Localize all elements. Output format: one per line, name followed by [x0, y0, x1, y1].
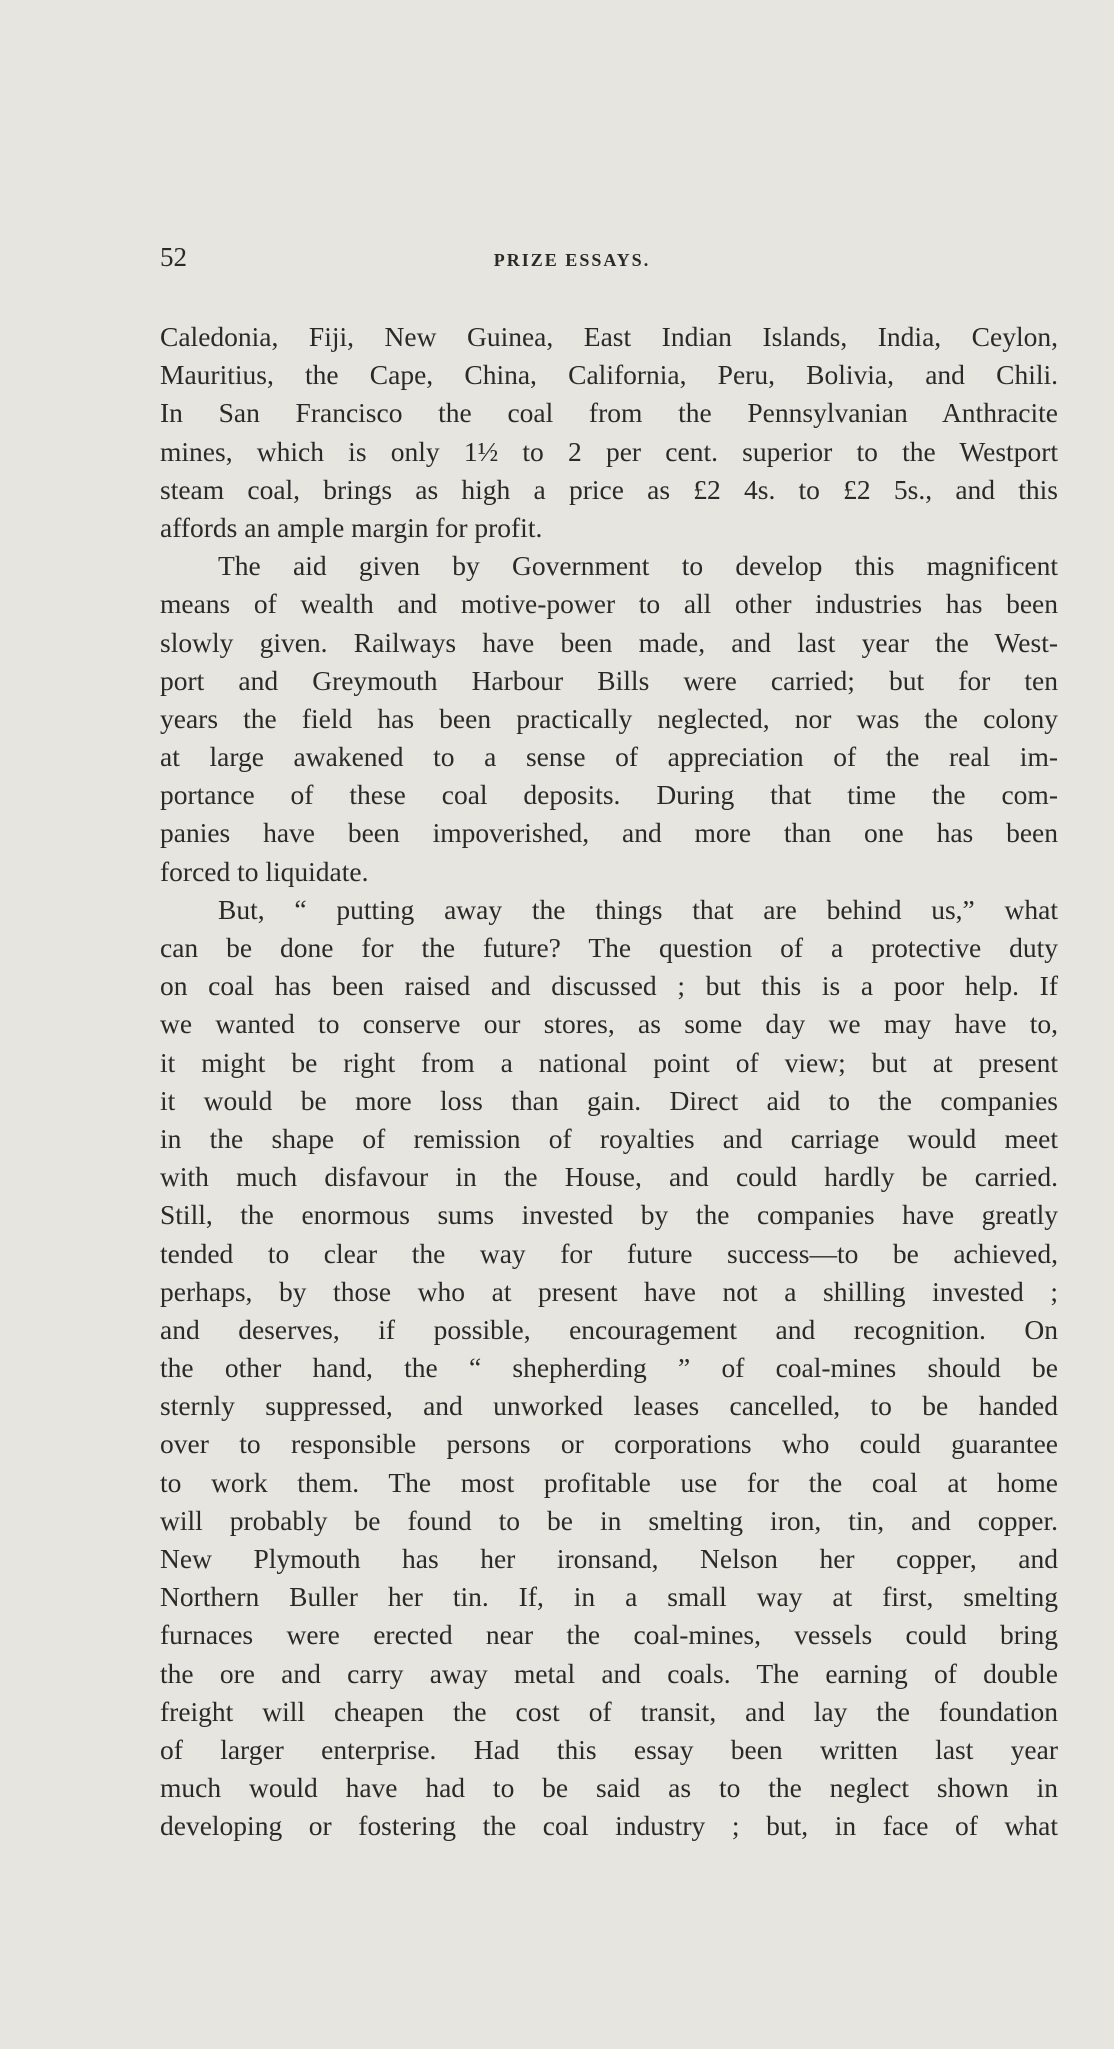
text-line: In San Francisco the coal from the Pennsylvanian Anthracite [160, 397, 1058, 429]
text-line: with much disfavour in the House, and could hardly be carried. [160, 1161, 1058, 1193]
text-line: tended to clear the way for future success—to be achieved, [160, 1237, 1058, 1269]
text-line: of larger enterprise. Had this essay been written last year [160, 1733, 1058, 1765]
text-line: the other hand, the “ shepherding ” of coal-mines should be [160, 1352, 1058, 1384]
text-line: the ore and carry away metal and coals. The earning of double [160, 1657, 1058, 1689]
text-line: mines, which is only 1½ to 2 per cent. superior to the Westport [160, 435, 1058, 467]
text-line: New Plymouth has her ironsand, Nelson her copper, and [160, 1543, 1058, 1574]
text-line: and deserves, if possible, encouragement and recognition. On [160, 1313, 1058, 1345]
text-line: slowly given. Railways have been made, and last year the West- [160, 626, 1058, 658]
body-text [160, 318, 1058, 1846]
text-line: developing or fostering the coal industry ; but, in face of what [160, 1810, 1058, 1842]
text-line: can be done for the future? The question of a protective duty [160, 932, 1058, 963]
text-line: Northern Buller her tin. If, in a small way at first, smelting [160, 1581, 1058, 1613]
text-line: will probably be found to be in smelting iron, tin, and copper. [160, 1504, 1058, 1536]
page-number: 52 [160, 242, 187, 272]
text-line: panies have been impoverished, and more than one has been [160, 817, 1058, 849]
text-line: steam coal, brings as high a price as £2 4s. to £2 5s., and this [160, 473, 1058, 505]
text-line: perhaps, by those who at present have not a shilling invested ; [160, 1275, 1058, 1307]
running-head: PRIZE ESSAYS. [493, 250, 651, 270]
text-line: it would be more loss than gain. Direct aid to the companies [160, 1084, 1058, 1116]
text-line: affords an ample margin for profit. [160, 511, 543, 543]
text-line: in the shape of remission of royalties and carriage would meet [160, 1122, 1058, 1154]
text-line: it might be right from a national point of view; but at present [160, 1046, 1058, 1078]
text-line: Caledonia, Fiji, New Guinea, East Indian Islands, India, Ceylon, [160, 321, 1058, 352]
text-line: on coal has been raised and discussed ; but this is a poor help. If [160, 970, 1058, 1002]
text-line: much would have had to be said as to the neglect shown in [160, 1772, 1058, 1804]
text-line: forced to liquidate. [160, 855, 369, 887]
text-line: sternly suppressed, and unworked leases cancelled, to be handed [160, 1390, 1058, 1422]
text-line: we wanted to conserve our stores, as some day we may have to, [160, 1008, 1058, 1040]
text-line: means of wealth and motive-power to all other industries has been [160, 588, 1058, 620]
text-line: furnaces were erected near the coal-mines, vessels could bring [160, 1619, 1058, 1651]
text-line: Still, the enormous sums invested by the companies have greatly [160, 1199, 1058, 1231]
text-line: But, “ putting away the things that are behind us,” what [218, 893, 1058, 925]
text-line: to work them. The most profitable use for the coal at home [160, 1466, 1058, 1498]
text-line: Mauritius, the Cape, China, California, Peru, Bolivia, and Chili. [160, 359, 1058, 391]
text-line: portance of these coal deposits. During that time the com- [160, 779, 1058, 811]
text-line: over to responsible persons or corporations who could guarantee [160, 1428, 1058, 1460]
text-line: at large awakened to a sense of appreciation of the real im- [160, 741, 1058, 773]
text-line: freight will cheapen the cost of transit, and lay the foundation [160, 1695, 1058, 1727]
text-line: years the field has been practically neglected, nor was the colony [160, 702, 1058, 734]
text-line: The aid given by Government to develop this magnificent [218, 550, 1058, 582]
text-line: port and Greymouth Harbour Bills were carried; but for ten [160, 664, 1058, 696]
